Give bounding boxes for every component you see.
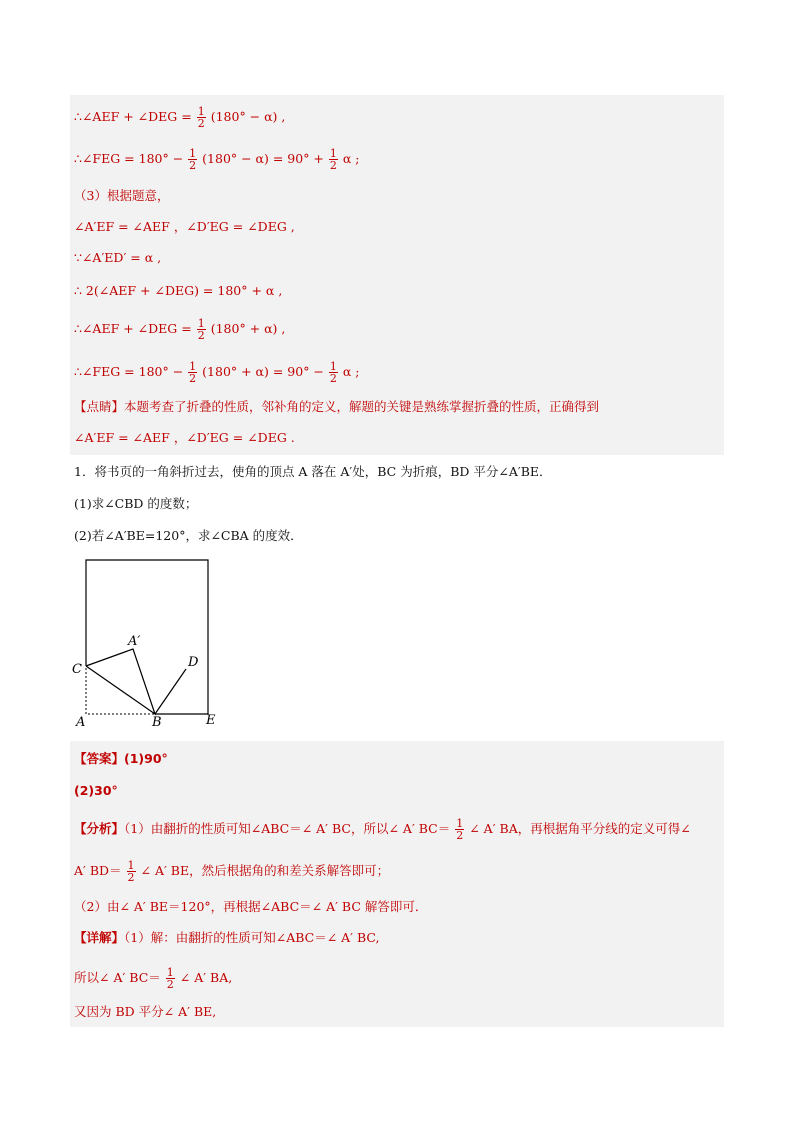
detail-text: （1）解：由翻折的性质可知∠ABC＝∠ A′ BC, xyxy=(124,930,380,945)
expr-text: ∴∠AEF + ∠DEG = xyxy=(74,109,192,124)
detail-text: 所以∠ A′ BC＝ xyxy=(74,970,161,985)
analysis-line-2 xyxy=(74,860,389,883)
bisector-bd xyxy=(155,669,186,714)
fraction-denominator: 2 xyxy=(166,978,174,991)
detail-line-1 xyxy=(74,930,380,946)
folded-flap xyxy=(86,649,155,714)
fraction-numerator: 1 xyxy=(189,147,197,160)
label-d: D xyxy=(188,655,199,670)
fraction-numerator: 1 xyxy=(456,817,464,830)
fraction xyxy=(166,967,175,990)
label-c: C xyxy=(72,662,82,677)
prev-line-1 xyxy=(74,106,285,129)
prev-line-5: ∵∠A′ED′ = α , xyxy=(74,250,162,265)
expr-text: α ; xyxy=(342,151,360,166)
label-b: B xyxy=(152,715,162,730)
prev-line-8 xyxy=(74,361,360,384)
label-a: A xyxy=(76,715,86,730)
analysis-text: （1）由翻折的性质可知∠ABC＝∠ A′ BC，所以∠ A′ BC＝ xyxy=(124,821,451,836)
fraction xyxy=(329,361,338,384)
analysis-line-1 xyxy=(74,818,691,841)
expr-text: (180° − α) , xyxy=(210,109,286,124)
question-stem: 1．将书页的一角斜折过去，使角的顶点 A 落在 A′处，BC 为折痕，BD 平分∠A′BE． xyxy=(74,464,552,479)
expr-text: (180° + α) , xyxy=(210,321,286,336)
label-a-prime: A′ xyxy=(128,634,141,649)
fraction-numerator: 1 xyxy=(329,147,337,160)
expr-text: ∴∠AEF + ∠DEG = xyxy=(74,321,192,336)
fraction xyxy=(329,148,338,171)
fraction-denominator: 2 xyxy=(197,329,205,342)
prev-line-2 xyxy=(74,148,360,171)
question-sub-2: (2)若∠A′BE=120°，求∠CBA 的度效． xyxy=(74,528,303,543)
expr-text: (180° + α) = 90° − xyxy=(202,364,324,379)
detail-line-2 xyxy=(74,967,232,990)
fraction-numerator: 1 xyxy=(189,360,197,373)
dianjing-line-2: ∠A′EF = ∠AEF ，∠D′EG = ∠DEG . xyxy=(74,430,295,445)
fraction xyxy=(455,818,464,841)
analysis-tag: 【分析】 xyxy=(74,821,125,836)
fraction-denominator: 2 xyxy=(189,372,197,385)
expr-text: ∴∠FEG = 180° − xyxy=(74,364,184,379)
fraction xyxy=(188,148,197,171)
part3-title: （3）根据题意， xyxy=(74,188,170,203)
detail-text: ∠ A′ BA, xyxy=(179,970,233,985)
fraction-numerator: 1 xyxy=(127,859,135,872)
fraction-numerator: 1 xyxy=(197,105,205,118)
prev-line-4: ∠A′EF = ∠AEF ，∠D′EG = ∠DEG , xyxy=(74,219,295,234)
question-sub-1: (1)求∠CBD 的度数； xyxy=(74,496,198,511)
fraction-denominator: 2 xyxy=(456,829,464,842)
expr-text: ∴∠FEG = 180° − xyxy=(74,151,184,166)
folding-figure xyxy=(66,552,236,734)
answer-line xyxy=(74,751,168,767)
analysis-text: ∠ A′ BA，再根据角平分线的定义可得∠ xyxy=(469,821,691,836)
detail-tag: 【详解】 xyxy=(74,930,125,945)
fraction-denominator: 2 xyxy=(197,117,205,130)
fraction xyxy=(188,361,197,384)
fraction-denominator: 2 xyxy=(189,159,197,172)
fraction-denominator: 2 xyxy=(329,159,337,172)
answer-tag: 【答案】 xyxy=(74,751,125,766)
fraction xyxy=(197,318,206,341)
analysis-text: ∠ A′ BE，然后根据角的和差关系解答即可； xyxy=(140,863,390,878)
detail-line-3: 又因为 BD 平分∠ A′ BE, xyxy=(74,1004,217,1019)
answer-1: (1)90° xyxy=(124,751,168,766)
prev-line-6: ∴ 2(∠AEF + ∠DEG) = 180° + α , xyxy=(74,283,283,298)
expr-text: (180° − α) = 90° + xyxy=(202,151,324,166)
expr-text: α ; xyxy=(342,364,360,379)
fraction-numerator: 1 xyxy=(197,317,205,330)
fraction-denominator: 2 xyxy=(329,372,337,385)
analysis-text: A′ BD＝ xyxy=(74,863,122,878)
dianjing-tag: 【点睛】 xyxy=(74,399,125,414)
fraction-numerator: 1 xyxy=(166,966,174,979)
dianjing-text: 本题考查了折叠的性质，邻补角的定义，解题的关键是熟练掌握折叠的性质，正确得到 xyxy=(124,399,600,414)
label-e: E xyxy=(206,713,216,728)
fraction-denominator: 2 xyxy=(127,871,135,884)
analysis-line-3: （2）由∠ A′ BE＝120°，再根据∠ABC＝∠ A′ BC 解答即可． xyxy=(74,899,428,914)
fraction xyxy=(127,860,136,883)
prev-line-7 xyxy=(74,318,285,341)
fraction-numerator: 1 xyxy=(329,360,337,373)
fraction xyxy=(197,106,206,129)
answer-2: (2)30° xyxy=(74,783,118,798)
dianjing-line xyxy=(74,399,599,415)
